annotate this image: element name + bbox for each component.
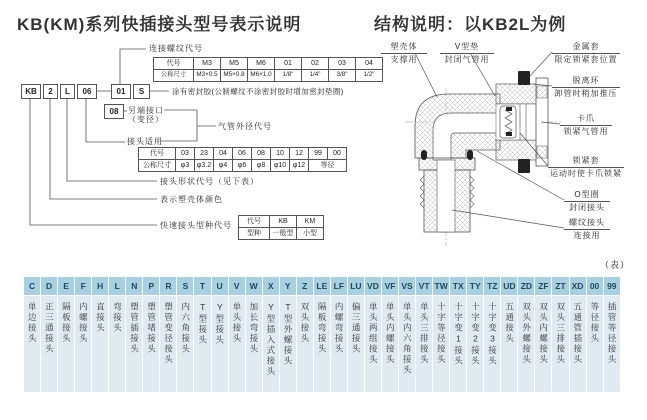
- shape-code-cell: [570, 296, 586, 392]
- shape-code-name: 五通接头: [504, 302, 515, 344]
- shape-code-name: 正三通接头: [44, 302, 55, 355]
- shape-code-name: Y型插入式接头: [265, 302, 276, 377]
- shape-code-header: C: [24, 277, 40, 295]
- shape-code-cell: [467, 296, 483, 392]
- callout-metal-sleeve: [552, 42, 620, 65]
- shape-code-header: P: [143, 277, 159, 295]
- shape-code-name: 双头外螺接头: [521, 302, 532, 365]
- shape-code-header: H: [92, 277, 108, 295]
- shape-code-header: E: [58, 277, 74, 295]
- shape-code-header: ZT: [552, 277, 568, 295]
- shape-code-header: TY: [467, 277, 483, 295]
- shape-code-header: VF: [382, 277, 398, 295]
- shape-code-cell: [126, 296, 142, 392]
- shape-code-header: LE: [314, 277, 330, 295]
- shape-code-name: 十字变2接头: [470, 302, 481, 367]
- shape-code-name: 内螺弯接头: [334, 302, 345, 355]
- shape-code-header: TX: [450, 277, 466, 295]
- table-cell: 01: [275, 58, 302, 70]
- shape-code-cell: [535, 296, 551, 392]
- callout-title: 卡爪: [560, 114, 612, 126]
- shape-code-name: 插管等径接头: [607, 302, 618, 365]
- shape-code-header: 00: [587, 277, 603, 295]
- shape-code-cell: [229, 296, 245, 392]
- table-cell: M3×0.5: [194, 70, 221, 82]
- model-box-shape: L: [60, 84, 75, 99]
- shape-code-header: 99: [604, 277, 620, 295]
- model-box-reducing: 08: [104, 104, 124, 119]
- shape-code-header: TZ: [484, 277, 500, 295]
- shape-code-cell: [399, 296, 415, 392]
- shape-code-cell: [450, 296, 466, 392]
- shape-code-cell: [348, 296, 364, 392]
- table-cell: φ12: [290, 160, 309, 172]
- shape-code-cell: [160, 296, 176, 392]
- callout-desc: 支撑用: [390, 55, 418, 64]
- shape-code-cell: [58, 296, 74, 392]
- shape-code-cell: [587, 296, 603, 392]
- shape-code-header: T: [194, 277, 210, 295]
- tube-od-table: [138, 147, 347, 172]
- shape-code-header: N: [126, 277, 142, 295]
- table-cell: φ4: [214, 160, 233, 172]
- shape-code-cell: [416, 296, 432, 392]
- callout-locking-sleeve: [548, 156, 624, 179]
- series-code-label: 快速接头型种代号: [160, 221, 232, 230]
- shape-code-name: 隔板弯接头: [317, 302, 328, 355]
- shape-code-name: 双头三排接头: [555, 302, 566, 365]
- shape-code-cell: [501, 296, 517, 392]
- shape-code-header: LU: [348, 277, 364, 295]
- table-cell: 公称尺寸: [139, 160, 176, 172]
- callout-desc: 锁紧气管用: [563, 127, 609, 136]
- shape-code-cell: [518, 296, 534, 392]
- table-cell: 等径: [309, 160, 347, 172]
- table-cell: 1/4": [302, 70, 329, 82]
- shape-code-header: ZF: [535, 277, 551, 295]
- shape-code-name: 单边接头: [27, 302, 38, 344]
- shape-code-cell: [365, 296, 381, 392]
- table-cell: 3/8": [329, 70, 356, 82]
- table-cell: 04: [356, 58, 383, 70]
- shape-code-cell: [143, 296, 159, 392]
- shape-code-name: T型外螺接头: [282, 302, 293, 367]
- shape-code-cell: [280, 296, 296, 392]
- thread-code-table: [153, 57, 383, 82]
- table-cell: 06: [233, 148, 252, 160]
- table-cell: 1/2": [356, 70, 383, 82]
- shape-code-name: 十字变1接头: [453, 302, 464, 367]
- shape-code-cell: [433, 296, 449, 392]
- model-box-series: KB: [21, 84, 41, 99]
- tube-od-label: 气管外径代号: [218, 122, 272, 131]
- shape-code-header: UD: [501, 277, 517, 295]
- shape-code-name: 内螺接头: [78, 302, 89, 344]
- table-cell: φ3.2: [195, 160, 214, 172]
- shape-code-cell: [194, 296, 210, 392]
- shape-code-header: TW: [433, 277, 449, 295]
- sealant-note: 涂有密封胶(公制螺纹不涂密封胶时增加密封垫圈): [172, 87, 344, 96]
- shape-code-name: 单头内螺接头: [385, 302, 396, 365]
- shape-code-name: 十字变3接头: [487, 302, 498, 367]
- right-section-title: 结构说明：以KB2L为例: [374, 15, 567, 34]
- shape-code-name: 偏三通接头: [351, 302, 362, 355]
- shape-code-header: R: [160, 277, 176, 295]
- shape-code-header: D: [41, 277, 57, 295]
- table-cell: 03: [176, 148, 195, 160]
- table-cell: φ6: [233, 160, 252, 172]
- table-cell: φ3: [176, 160, 195, 172]
- shape-code-header: XD: [570, 277, 586, 295]
- callout-v-gasket: [440, 42, 494, 65]
- shape-code-name: 加长弯接头: [248, 302, 259, 355]
- shape-code-table: [23, 276, 621, 393]
- shape-code-cell: [212, 296, 228, 392]
- callout-desc: 连接用: [573, 231, 601, 240]
- shape-code-name: 弯接头: [112, 302, 123, 334]
- shape-code-cell: [604, 296, 620, 392]
- shape-code-cell: [109, 296, 125, 392]
- shape-code-cell: [263, 296, 279, 392]
- shape-code-header: ZD: [518, 277, 534, 295]
- table-cell: 一般型: [270, 228, 297, 240]
- table-cell: M3: [194, 58, 221, 70]
- table-cell: 99: [309, 148, 328, 160]
- callout-title: 脱离环: [552, 76, 620, 88]
- table-cell: KB: [270, 216, 297, 228]
- table-cell: 08: [252, 148, 271, 160]
- shape-code-name: 等径接头: [589, 302, 600, 344]
- left-section-title: KB(KM)系列快插接头型号表示说明: [17, 15, 302, 34]
- table-cell: 03: [329, 58, 356, 70]
- callout-o-ring: [564, 190, 610, 213]
- shape-code-name: 单头接头: [231, 302, 242, 344]
- table-cell: φ10: [271, 160, 290, 172]
- thread-code-label: 连接螺纹代号: [149, 44, 203, 53]
- shape-code-cell: [552, 296, 568, 392]
- table-cell: 02: [302, 58, 329, 70]
- table-cell: 代号: [239, 216, 270, 228]
- shape-code-cell: [41, 296, 57, 392]
- shape-code-name: 十字等径接头: [436, 302, 447, 365]
- callout-desc: 封闭气管用: [444, 55, 490, 64]
- callout-title: 锁紧套: [548, 156, 624, 168]
- table-cell: 10: [271, 148, 290, 160]
- callout-desc: 卸管时稍加推压: [554, 89, 618, 98]
- model-box-color: 2: [43, 84, 58, 99]
- shape-code-header: V: [229, 277, 245, 295]
- table-cell: 23: [195, 148, 214, 160]
- shape-code-name: Y型接头: [214, 302, 225, 346]
- callout-release-ring: [552, 76, 620, 99]
- callout-title: O型圈: [564, 190, 610, 202]
- shape-code-header: Y: [280, 277, 296, 295]
- callout-desc: 封闭接头: [569, 203, 605, 212]
- shape-code-cell: [92, 296, 108, 392]
- shape-code-name: T型接头: [197, 302, 208, 346]
- shape-code-cell: [314, 296, 330, 392]
- model-box-tube-od: 06: [77, 84, 97, 99]
- shape-code-name: 单头三排接头: [419, 302, 430, 365]
- table-cell: M5: [221, 58, 248, 70]
- shape-code-header: Z: [297, 277, 313, 295]
- other-end-label-line1: 另端接口: [128, 106, 164, 115]
- table-cell: KM: [297, 216, 324, 228]
- table-cell: M6×1.0: [248, 70, 275, 82]
- shape-code-name: 隔板接头: [61, 302, 72, 344]
- shape-code-label: 接头形状代号（见下表）: [160, 177, 259, 186]
- shape-code-cell: [297, 296, 313, 392]
- shape-code-name: 塑管插接头: [129, 302, 140, 355]
- table-ref-note: （表）: [600, 260, 631, 270]
- shape-code-header: L: [109, 277, 125, 295]
- callout-desc: 运动时使卡爪锁紧: [550, 169, 622, 178]
- shape-code-header: U: [212, 277, 228, 295]
- table-cell: 1/8": [275, 70, 302, 82]
- shape-code-name: 内六角接头: [180, 302, 191, 355]
- model-box-thread: 01: [111, 84, 131, 99]
- shape-code-header: X: [263, 277, 279, 295]
- table-cell: φ8: [252, 160, 271, 172]
- other-end-label-line2: （变径）: [128, 115, 164, 124]
- shape-code-cell: [24, 296, 40, 392]
- callout-threaded-fitting: [564, 218, 610, 241]
- callout-title: 塑壳体: [381, 42, 427, 54]
- shape-code-name: 双头接头: [300, 302, 311, 344]
- shape-code-header: LF: [331, 277, 347, 295]
- callout-title: V型垫: [440, 42, 494, 54]
- callout-plastic-shell: [381, 42, 427, 65]
- shape-code-header: VT: [416, 277, 432, 295]
- shape-code-cell: [331, 296, 347, 392]
- shape-code-cell: [246, 296, 262, 392]
- shape-code-header: S: [177, 277, 193, 295]
- table-cell: 代号: [154, 58, 194, 70]
- table-cell: 型种: [239, 228, 270, 240]
- table-cell: 公称尺寸: [154, 70, 194, 82]
- callout-title: 金属套: [552, 42, 620, 54]
- shape-code-header: W: [246, 277, 262, 295]
- shape-code-name: 五通管插接头: [572, 302, 583, 365]
- model-box-sealant: S: [133, 84, 150, 99]
- shape-code-cell: [484, 296, 500, 392]
- shape-code-name: 双头内螺接头: [538, 302, 549, 365]
- table-cell: M6: [248, 58, 275, 70]
- shape-code-header: VD: [365, 277, 381, 295]
- callout-desc: 限定锁紧套位置: [554, 55, 618, 64]
- table-cell: 00: [328, 148, 347, 160]
- shape-code-name: 塑管变径接头: [163, 302, 174, 365]
- shape-code-header: F: [75, 277, 91, 295]
- shape-code-name: 单头内六角接头: [402, 302, 413, 376]
- table-cell: 代号: [139, 148, 176, 160]
- callout-title: 螺纹接头: [564, 218, 610, 230]
- shell-color-label: 表示塑壳体颜色: [160, 195, 223, 204]
- shape-code-cell: [177, 296, 193, 392]
- table-cell: 小型: [297, 228, 324, 240]
- series-type-table: [238, 215, 324, 240]
- shape-code-name: 塑管堵接头: [146, 302, 157, 355]
- shape-code-header: VS: [399, 277, 415, 295]
- table-cell: 12: [290, 148, 309, 160]
- callout-claw: [560, 114, 612, 137]
- table-cell: 04: [214, 148, 233, 160]
- table-cell: M5×0.8: [221, 70, 248, 82]
- shape-code-cell: [382, 296, 398, 392]
- shape-code-cell: [75, 296, 91, 392]
- shape-code-name: 直接头: [95, 302, 106, 334]
- fitting-applicable-label: 接头适用: [127, 137, 163, 146]
- shape-code-name: 单头两组接头: [368, 302, 379, 365]
